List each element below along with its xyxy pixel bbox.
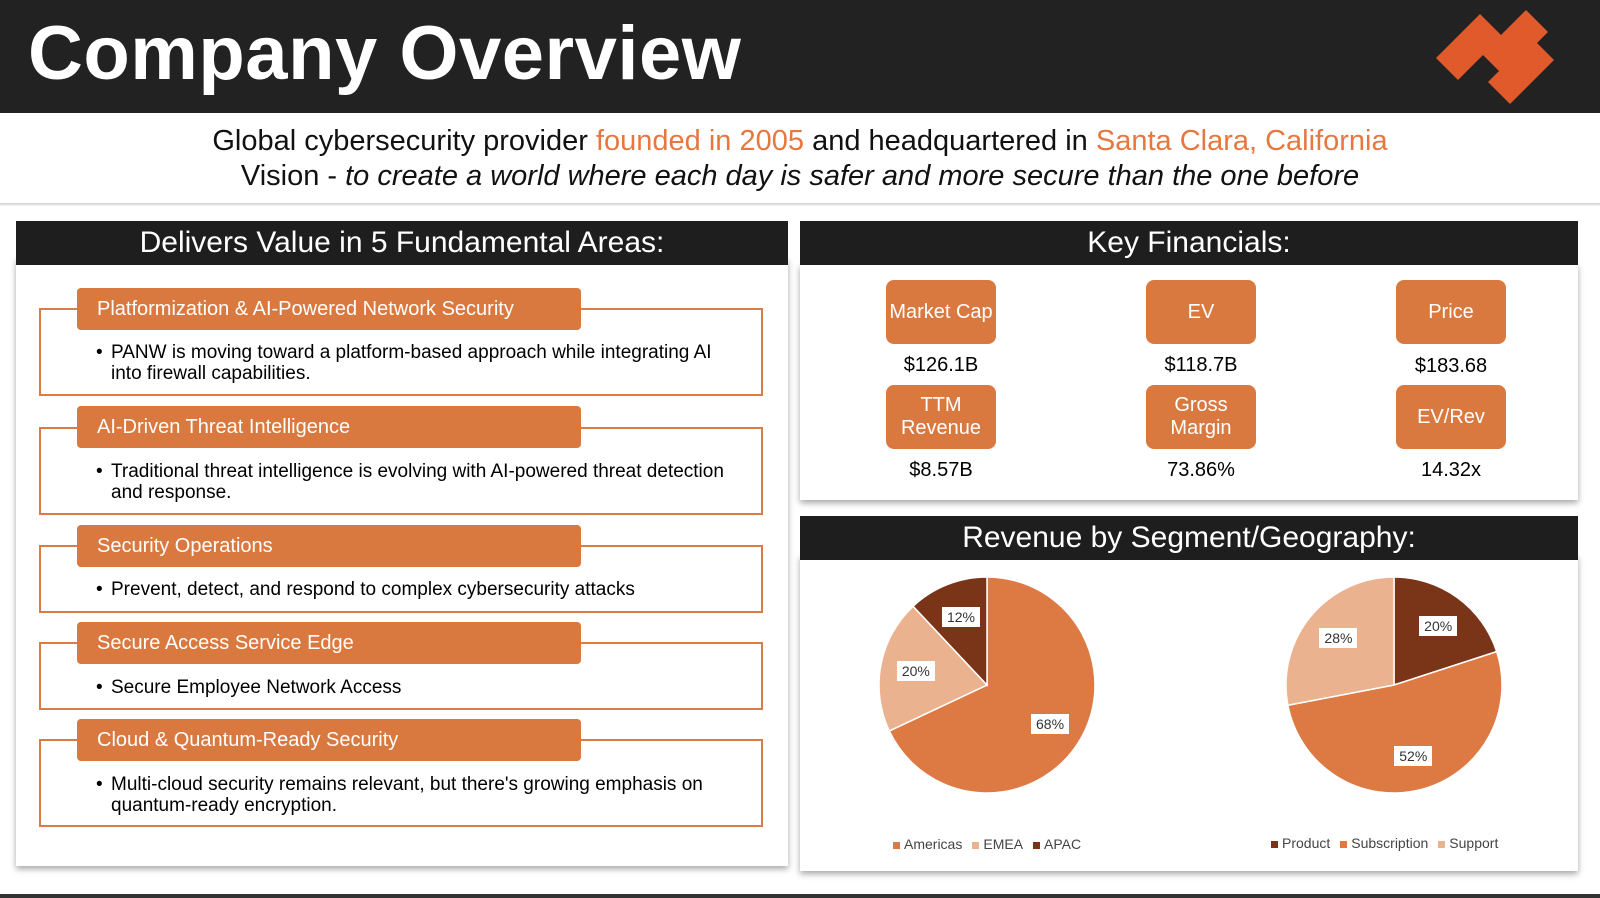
company-description xyxy=(0,125,1600,158)
bullet-icon: • xyxy=(96,677,103,698)
legend-swatch xyxy=(893,842,900,849)
page-title: Company Overview xyxy=(28,11,742,96)
legend-label: EMEA xyxy=(983,836,1024,852)
header-bar xyxy=(0,0,1600,113)
pie-data-label: 20% xyxy=(1419,616,1457,636)
vision-statement xyxy=(0,160,1600,193)
description-text: Global cybersecurity provider xyxy=(212,125,596,157)
areas-panel-title: Delivers Value in 5 Fundamental Areas: xyxy=(16,221,788,265)
bottom-divider xyxy=(0,894,1600,898)
company-logo-icon xyxy=(1436,6,1578,106)
legend-item-product xyxy=(1271,835,1330,851)
legend-swatch xyxy=(1438,841,1445,848)
area-title-3: Security Operations xyxy=(77,525,581,567)
legend-item-subscription xyxy=(1340,835,1428,851)
area-bullet-text-3: Prevent, detect, and respond to complex cybersecurity attacks xyxy=(111,579,635,600)
legend-swatch xyxy=(1271,841,1278,848)
pie-data-label: 52% xyxy=(1394,746,1432,766)
founded-highlight: founded in 2005 xyxy=(595,125,805,157)
metric-value-price: $183.68 xyxy=(1414,355,1488,377)
revenue-pie-charts xyxy=(800,560,1578,870)
area-bullet-text-5: Multi-cloud security remains relevant, but there's growing emphasis on quantum-ready encryption. xyxy=(111,774,703,816)
vision-label: Vision - xyxy=(240,160,346,192)
area-bullet-text-2: Traditional threat intelligence is evolving with AI-powered threat detection and response. xyxy=(111,461,724,503)
legend-label: Product xyxy=(1282,835,1331,851)
metric-value-market-cap: $126.1B xyxy=(903,354,979,376)
area-bullet-1 xyxy=(96,342,736,384)
area-bullet-text-1: PANW is moving toward a platform-based approach while integrating AI into firewall capabilities. xyxy=(111,342,712,384)
metric-value-ev-rev: 14.32x xyxy=(1420,459,1482,481)
legend-swatch xyxy=(1340,841,1347,848)
legend-item-support xyxy=(1438,835,1498,851)
divider xyxy=(0,203,1600,206)
metric-label-ev: EV xyxy=(1146,280,1256,344)
area-title-5: Cloud & Quantum-Ready Security xyxy=(77,719,581,761)
description-text-mid: and headquartered in xyxy=(804,125,1096,157)
financials-panel-title: Key Financials: xyxy=(800,221,1578,265)
metric-value-ev: $118.7B xyxy=(1164,354,1238,376)
bullet-icon: • xyxy=(96,579,103,600)
area-bullet-3 xyxy=(96,579,736,600)
area-bullet-5 xyxy=(96,774,736,816)
area-title-2: AI-Driven Threat Intelligence xyxy=(77,406,581,448)
area-bullet-text-4: Secure Employee Network Access xyxy=(111,677,402,698)
metric-label-gross-margin: Gross Margin xyxy=(1146,385,1256,449)
area-bullet-4 xyxy=(96,677,736,698)
area-title-4: Secure Access Service Edge xyxy=(77,622,581,664)
area-bullet-2 xyxy=(96,461,736,503)
metric-label-market-cap: Market Cap xyxy=(886,280,996,344)
legend-label: APAC xyxy=(1044,836,1082,852)
pie-data-label: 28% xyxy=(1319,628,1357,648)
metric-label-price: Price xyxy=(1396,280,1506,344)
legend-item-apac xyxy=(1033,836,1081,852)
legend-label: Subscription xyxy=(1351,835,1429,851)
metric-value-gross-margin: 73.86% xyxy=(1167,459,1235,481)
pie-data-label: 20% xyxy=(897,661,935,681)
legend-swatch xyxy=(1033,842,1040,849)
bullet-icon: • xyxy=(96,774,103,795)
area-title-1: Platformization & AI-Powered Network Security xyxy=(77,288,581,330)
legend-swatch xyxy=(972,842,979,849)
pie-data-label: 68% xyxy=(1031,714,1069,734)
legend-label: Support xyxy=(1449,835,1499,851)
metric-label-ev-rev: EV/Rev xyxy=(1396,385,1506,449)
revenue-panel-title: Revenue by Segment/Geography: xyxy=(800,516,1578,560)
hq-highlight: Santa Clara, California xyxy=(1095,125,1388,157)
legend-label: Americas xyxy=(904,836,963,852)
legend-item-emea xyxy=(972,836,1023,852)
pie-legend xyxy=(893,836,1091,852)
metric-label-ttm-revenue: TTM Revenue xyxy=(886,385,996,449)
pie-data-label: 12% xyxy=(942,607,980,627)
vision-text: to create a world where each day is safer and more secure than the one before xyxy=(345,160,1360,192)
bullet-icon: • xyxy=(96,342,103,363)
legend-item-americas xyxy=(893,836,962,852)
bullet-icon: • xyxy=(96,461,103,482)
pie-legend xyxy=(1271,835,1508,851)
metric-value-ttm-revenue: $8.57B xyxy=(909,459,973,481)
